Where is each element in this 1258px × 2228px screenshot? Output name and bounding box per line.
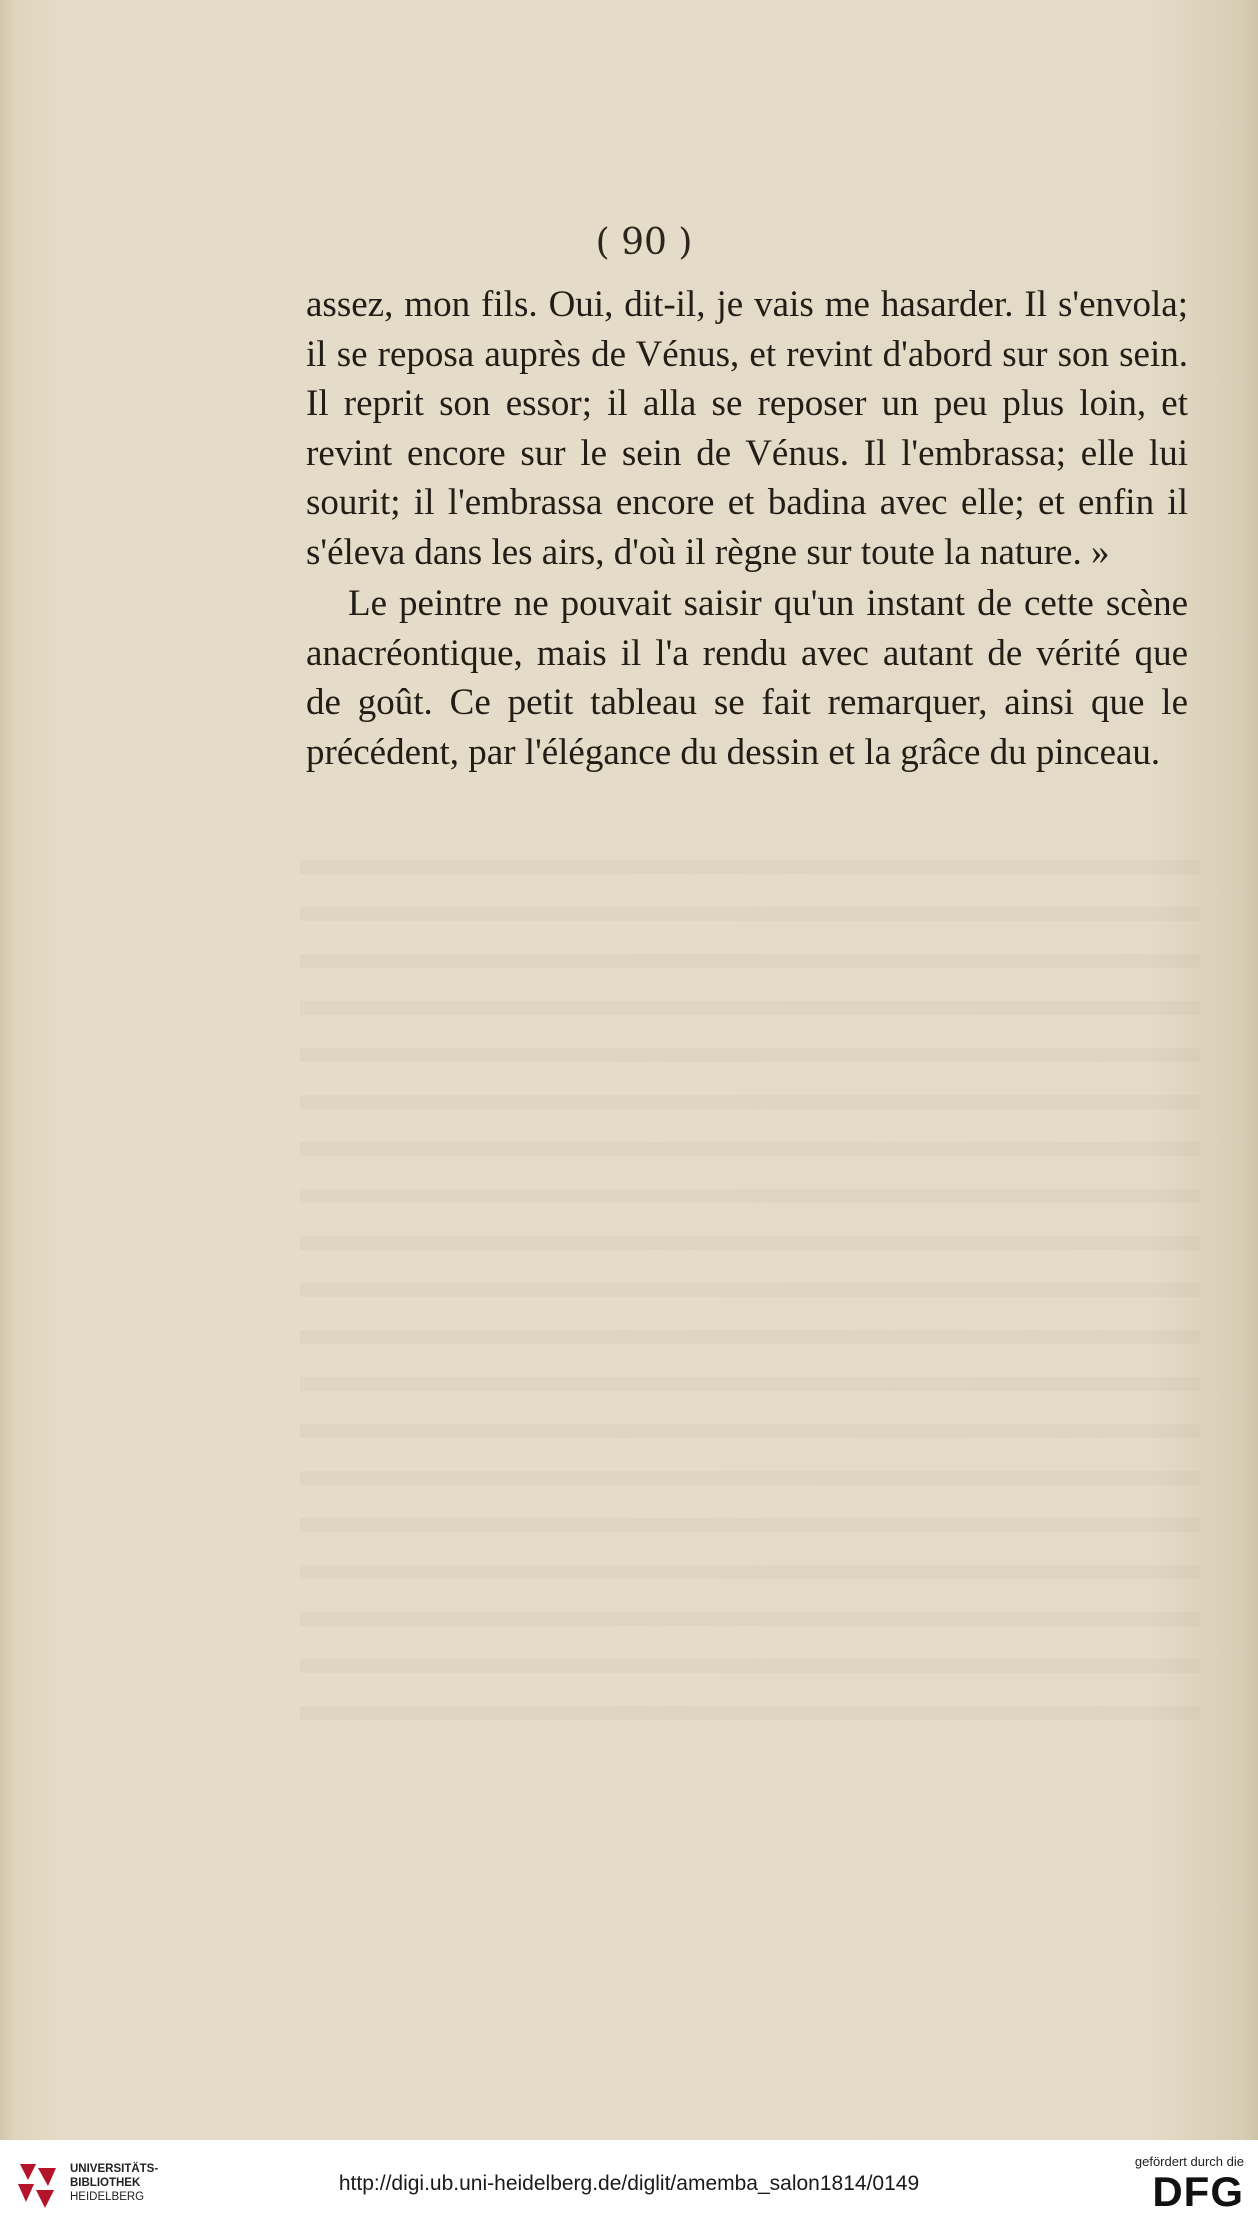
viewer-footer (0, 2140, 1258, 2228)
library-line-2: BIBLIOTHEK (70, 2177, 141, 2189)
paragraph-1: assez, mon fils. Oui, dit-il, je vais me hasarder. Il s'envola; il se reposa auprès de Vénus, et revint d'abord sur son sein. Il reprit son essor; il alla se reposer un peu plus loin, et revint encore sur le sein de Vénus. Il l'embrassa; elle lui sourit; il l'embrassa encore et badina avec elle; et enfin il s'éleva dans les airs, d'où il règne sur toute la nature. » (306, 284, 1188, 573)
source-url-link[interactable]: http://digi.ub.uni-heidelberg.de/diglit/amemba_salon1814/0149 (338, 2172, 920, 2195)
paragraph-2: Le peintre ne pouvait saisir qu'un instant de cette scène anacréontique, mais il l'a rendu avec autant de vérité que de goût. Ce petit tableau se fait remarquer, ainsi que le précédent, par l'élégance du dessin et la grâce du pinceau. (306, 583, 1188, 773)
show-through-texture (300, 860, 1200, 1740)
library-line-3: HEIDELBERG (70, 2191, 145, 2203)
funder-caption: gefördert durch die (1134, 2154, 1244, 2169)
library-line-1: UNIVERSITÄTS- (70, 2163, 159, 2175)
page-number: ( 90 ) (595, 222, 693, 263)
funder-name: DFG (1152, 2168, 1244, 2215)
body-text (306, 280, 1188, 777)
funder-logo[interactable] (1114, 2154, 1244, 2215)
